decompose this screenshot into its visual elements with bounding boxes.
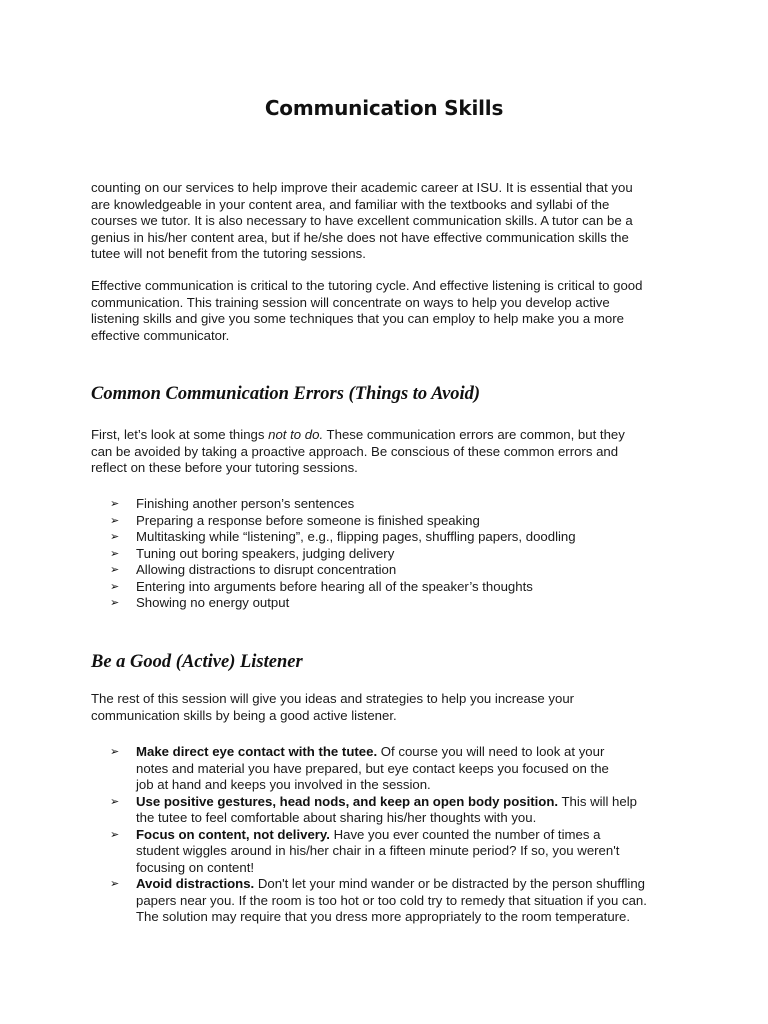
tip-text: Don't let your mind wander or be distracted by the person shuffling bbox=[254, 876, 646, 891]
arrow-bullet-icon: ➢ bbox=[110, 580, 120, 593]
text-line: counting on our services to help improve their academic career at ISU. It is essential that you bbox=[91, 180, 633, 195]
arrow-bullet-icon: ➢ bbox=[110, 498, 120, 510]
list-item bbox=[110, 876, 680, 926]
text-line: These communication errors are common, but they bbox=[323, 427, 625, 442]
text-line: effective communicator. bbox=[91, 327, 230, 343]
list-item-text: Showing no energy output bbox=[136, 595, 290, 610]
text-line: First, let’s look at some things bbox=[91, 427, 269, 442]
text-line: reflect on these before your tutoring sessions. bbox=[91, 460, 358, 476]
list-item bbox=[110, 546, 680, 563]
list-item-text: Finishing another person’s sentences bbox=[136, 496, 355, 511]
arrow-bullet-icon: ➢ bbox=[110, 564, 120, 576]
list-item-text: Entering into arguments before hearing all of the speaker’s thoughts bbox=[136, 578, 533, 594]
list-item bbox=[110, 827, 680, 877]
list-item bbox=[110, 513, 680, 530]
text-line: listening skills and give you some techniques that you can employ to help make you a more bbox=[91, 311, 624, 327]
listening-tips-list bbox=[110, 744, 680, 926]
arrow-bullet-icon: ➢ bbox=[110, 547, 120, 560]
tip-text: focusing on content! bbox=[136, 859, 255, 875]
tip-text: notes and material you have prepared, but eye contact keeps you focused on the bbox=[136, 760, 609, 776]
text-line: communication. This training session will concentrate on ways to help you develop active bbox=[91, 294, 610, 310]
list-item bbox=[110, 496, 680, 513]
arrow-bullet-icon: ➢ bbox=[110, 531, 120, 543]
tip-text: Have you ever counted the number of times a bbox=[329, 826, 601, 842]
listener-heading: Be a Good (Active) Listener bbox=[91, 652, 303, 672]
text-line: Effective communication is critical to the tutoring cycle. And effective listening is critical to good bbox=[91, 278, 643, 293]
tip-text: This will help bbox=[558, 793, 637, 809]
tip-text: Of course you will need to look at your bbox=[377, 744, 605, 759]
tip-text: papers near you. If the room is too hot or too cold try to remedy that situation if you can. bbox=[136, 892, 647, 908]
text-line: communication skills by being a good active listener. bbox=[91, 707, 397, 723]
arrow-bullet-icon: ➢ bbox=[110, 878, 120, 890]
effective-communication-paragraph bbox=[91, 278, 681, 344]
arrow-bullet-icon: ➢ bbox=[110, 597, 120, 609]
text-line: The rest of this session will give you ideas and strategies to help you increase your bbox=[91, 691, 575, 706]
tip-text: the tutee to feel comfortable about sharing his/her thoughts with you. bbox=[136, 810, 537, 825]
list-item bbox=[110, 562, 680, 579]
text-line: can be avoided by taking a proactive approach. Be conscious of these common errors and bbox=[91, 443, 619, 459]
listener-intro-paragraph bbox=[91, 691, 681, 724]
tip-title: Use positive gestures, head nods, and keep an open body position. bbox=[136, 793, 559, 809]
list-item-text: Tuning out boring speakers, judging delivery bbox=[136, 545, 395, 561]
list-item bbox=[110, 529, 680, 546]
text-line: genius in his/her content area, but if he/she does not have effective communication skills the bbox=[91, 229, 629, 245]
errors-intro-paragraph bbox=[91, 427, 681, 477]
errors-list bbox=[110, 496, 680, 612]
list-item bbox=[110, 744, 680, 794]
tip-title: Focus on content, not delivery. bbox=[136, 826, 330, 842]
arrow-bullet-icon: ➢ bbox=[110, 795, 120, 808]
tip-text: student wiggles around in his/her chair in a fifteen minute period? If so, you weren't bbox=[136, 843, 620, 858]
page-title: Communication Skills bbox=[264, 96, 504, 120]
list-item bbox=[110, 579, 680, 596]
text-line: are knowledgeable in your content area, and familiar with the textbooks and syllabi of the bbox=[91, 196, 610, 212]
intro-paragraph bbox=[91, 180, 681, 263]
list-item-text: Multitasking while “listening”, e.g., flipping pages, shuffling papers, doodling bbox=[136, 529, 576, 544]
emphasis-text: not to do. bbox=[268, 427, 324, 442]
arrow-bullet-icon: ➢ bbox=[110, 746, 120, 758]
list-item bbox=[110, 794, 680, 827]
tip-text: The solution may require that you dress more appropriately to the room temperature. bbox=[136, 909, 631, 924]
arrow-bullet-icon: ➢ bbox=[110, 514, 120, 527]
list-item bbox=[110, 595, 680, 612]
tip-title: Make direct eye contact with the tutee. bbox=[136, 744, 378, 759]
arrow-bullet-icon: ➢ bbox=[110, 828, 120, 841]
tip-text: job at hand and keeps you involved in the session. bbox=[136, 777, 431, 792]
errors-heading: Common Communication Errors (Things to Avoid) bbox=[91, 384, 481, 404]
tip-title: Avoid distractions. bbox=[136, 876, 255, 891]
list-item-text: Preparing a response before someone is finished speaking bbox=[136, 512, 480, 528]
text-line: tutee will not benefit from the tutoring sessions. bbox=[91, 246, 366, 262]
list-item-text: Allowing distractions to disrupt concentration bbox=[136, 562, 397, 577]
text-line: courses we tutor. It is also necessary to have excellent communication skills. A tutor can be a bbox=[91, 213, 633, 229]
